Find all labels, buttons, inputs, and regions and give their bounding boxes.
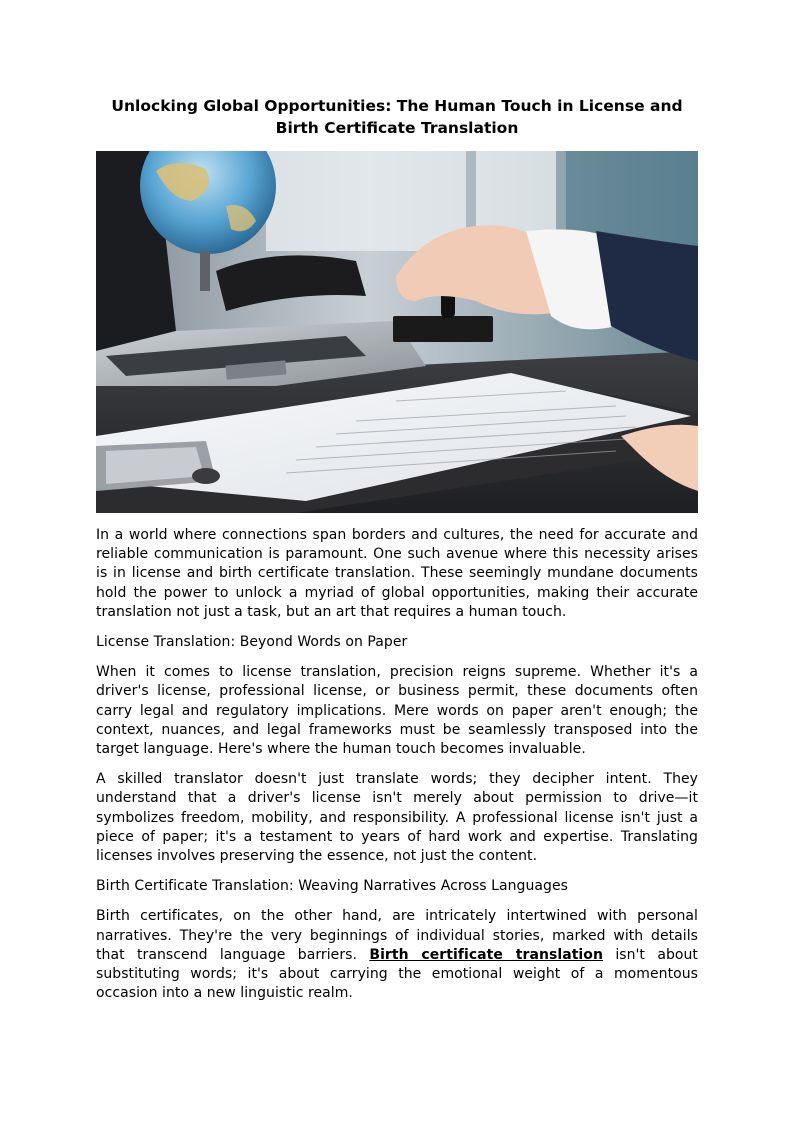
license-paragraph-2: A skilled translator doesn't just translate words; they decipher intent. They understand that a driver's license isn't merely about permission to drive—it symbolizes freedom, mobility, and responsibility. A professional license isn't just a piece of paper; it's a testament to years of hard work and expertise. Translating licenses involves preserving the essence, not just the content. bbox=[96, 771, 698, 865]
document-title: Unlocking Global Opportunities: The Human Touch in License and Birth Certificate Translation bbox=[111, 97, 683, 137]
birth-paragraph-1-start: Birth certificates, on the other hand, are intricately intertwined with personal narratives. They're the very beginnings of individual stories, marked with details that transcend language barriers. bbox=[96, 908, 698, 963]
birth-paragraph-1 bbox=[96, 907, 698, 1003]
birth-paragraph-1-end: isn't about substituting words; it's about carrying the emotional weight of a momentous occasion into a new linguistic realm. bbox=[96, 946, 698, 1002]
license-paragraph-1: When it comes to license translation, precision reigns supreme. Whether it's a driver's license, professional license, or business permit, these documents often carry legal and regulatory implications. Mere words on paper aren't enough; the context, nuances, and legal frameworks must be seamlessly transposed into the target language. Here's where the human touch becomes invaluable. bbox=[96, 664, 698, 758]
office-desk-stamp-photo-icon bbox=[96, 151, 698, 513]
birth-section-heading: Birth Certificate Translation: Weaving Narratives Across Languages bbox=[96, 878, 568, 895]
license-section-heading: License Translation: Beyond Words on Paper bbox=[96, 634, 408, 651]
birth-certificate-translation-link[interactable]: Birth certificate translation bbox=[369, 946, 603, 963]
intro-paragraph: In a world where connections span borders and cultures, the need for accurate and reliable communication is paramount. One such avenue where this necessity arises is in license and birth certificate translation. These seemingly mundane documents hold the power to unlock a myriad of global opportunities, making their accurate translation not just a task, but an art that requires a human touch. bbox=[96, 527, 698, 620]
hero-image bbox=[96, 151, 698, 513]
article-body bbox=[96, 526, 698, 1003]
document-page bbox=[96, 0, 698, 1014]
